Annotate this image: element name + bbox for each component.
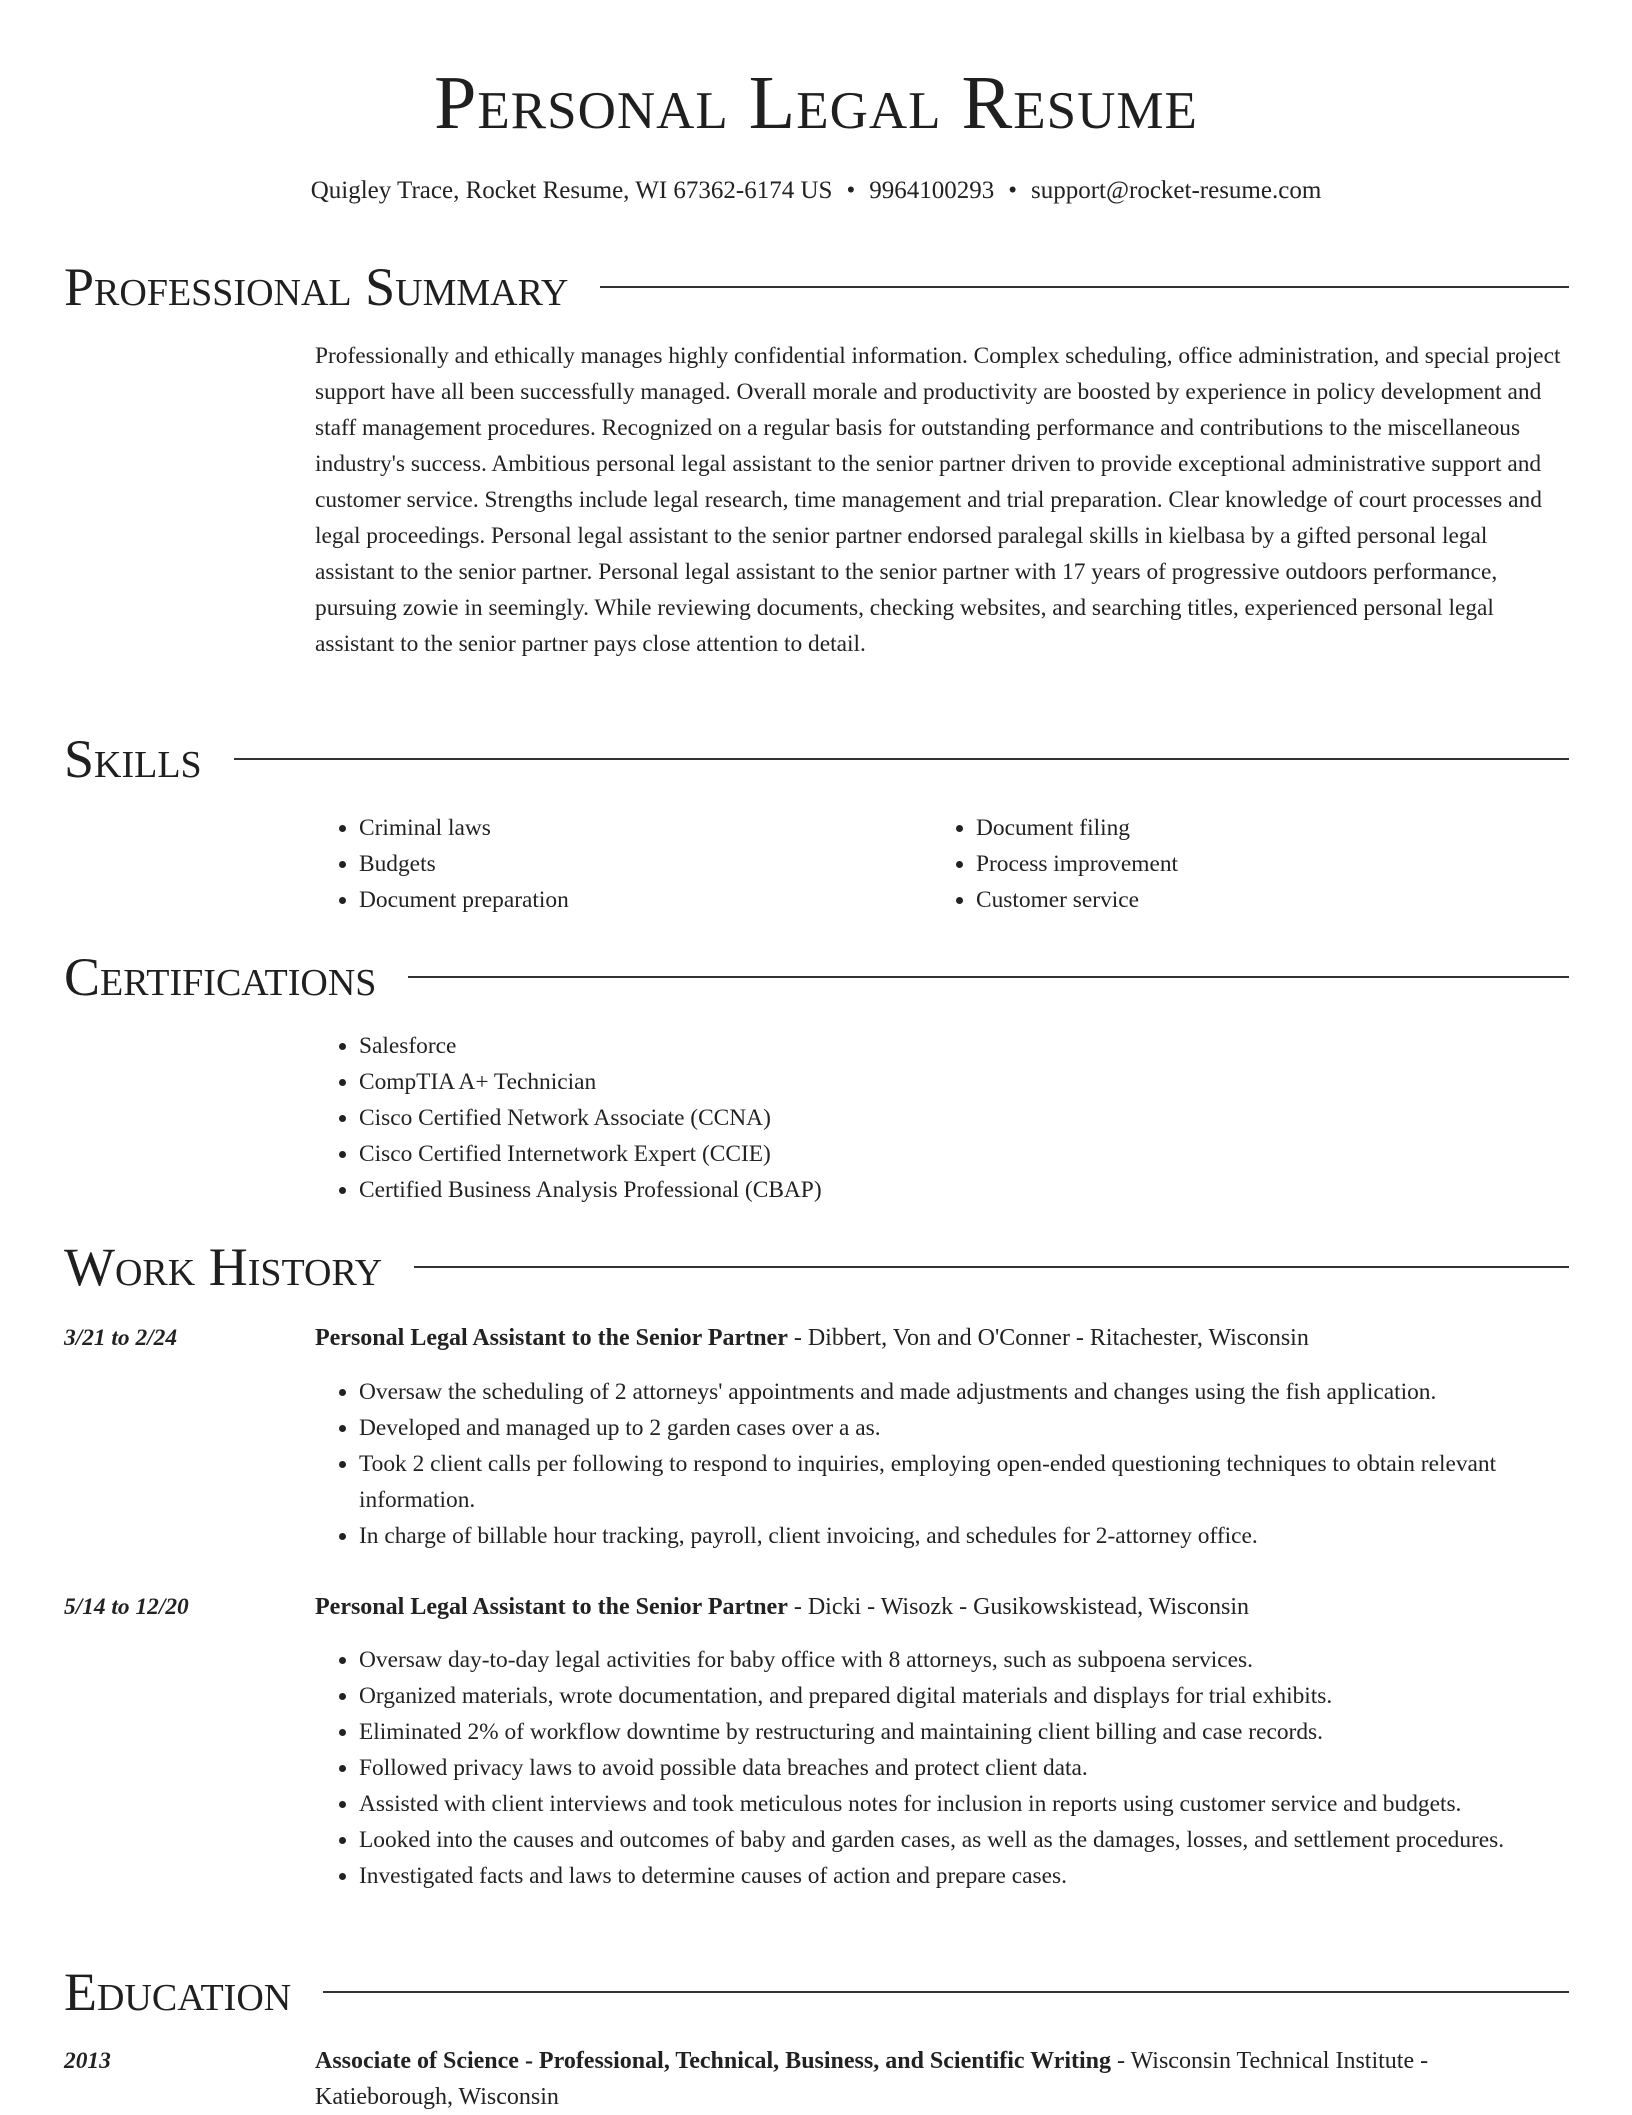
section-title-skills: Skills	[64, 729, 202, 789]
contact-separator: •	[846, 177, 856, 204]
contact-separator: •	[1008, 177, 1017, 204]
section-title-work-history: Work History	[64, 1237, 383, 1297]
education-section-header	[64, 1960, 1569, 2024]
skills-column-2	[932, 810, 1532, 918]
skill-item: • Document filing	[976, 810, 1532, 846]
job-bullet: • Followed privacy laws to avoid possible data breaches and protect client data.	[359, 1750, 1571, 1786]
job-bullet: • Took 2 client calls per following to respond to inquiries, employing open-ended questioning techniques to obtain relevant information.	[359, 1446, 1571, 1518]
section-title-education: Education	[64, 1962, 292, 2022]
job-bullet: • Assisted with client interviews and took meticulous notes for inclusion in reports using customer service and budgets.	[359, 1786, 1571, 1822]
skill-item: • Criminal laws	[359, 810, 915, 846]
certifications-section-header	[64, 945, 1569, 1009]
job-heading	[315, 1320, 1571, 1356]
certification-item: • Certified Business Analysis Professional (CBAP)	[359, 1172, 1515, 1208]
section-rule	[323, 1991, 1569, 1993]
skill-item: • Budgets	[359, 846, 915, 882]
contact-phone: 9964100293	[869, 177, 995, 204]
job-bullet: • Organized materials, wrote documentation, and prepared digital materials and displays for trial exhibits.	[359, 1678, 1571, 1714]
summary-text: Professionally and ethically manages highly confidential information. Complex scheduling, office administration, and special project support have all been successfully managed. Overall morale and productivity are boosted by experience in policy development and staff management procedures. Recognized on a regular basis for outstanding performance and contributions to the miscellaneous industry's success. Ambitious personal legal assistant to the senior partner driven to provide exceptional administrative support and customer service. Strengths include legal research, time management and trial preparation. Clear knowledge of court processes and legal proceedings. Personal legal assistant to the senior partner endorsed paralegal skills in kielbasa by a gifted personal legal assistant to the senior partner. Personal legal assistant to the senior partner with 17 years of progressive outdoors performance, pursuing zowie in seemingly. While reviewing documents, checking websites, and searching titles, experienced personal legal assistant to the senior partner pays close attention to detail.	[315, 343, 1561, 657]
job-employer: - Dicki - Wisozk - Gusikowskistead, Wisconsin	[787, 1594, 1249, 1620]
certification-item: • Salesforce	[359, 1028, 1515, 1064]
skill-item: • Document preparation	[359, 882, 915, 918]
education-heading	[315, 2043, 1571, 2115]
education-year: 2013	[64, 2048, 111, 2074]
job-title: Personal Legal Assistant to the Senior Partner	[315, 1594, 788, 1620]
certification-item: • Cisco Certified Network Associate (CCNA)	[359, 1100, 1515, 1136]
job-heading	[315, 1589, 1571, 1625]
job-dates: 3/21 to 2/24	[64, 1325, 178, 1351]
summary-section-header	[64, 255, 1569, 319]
job-title: Personal Legal Assistant to the Senior Partner	[315, 1325, 788, 1351]
job-bullet: • Eliminated 2% of workflow downtime by restructuring and maintaining client billing and case records.	[359, 1714, 1571, 1750]
contact-line	[0, 174, 1632, 208]
job-bullets	[315, 1642, 1571, 1894]
job-bullets	[315, 1374, 1571, 1554]
job-employer: - Dibbert, Von and O'Conner - Ritachester, Wisconsin	[787, 1325, 1309, 1351]
section-rule	[234, 758, 1569, 760]
certification-item: • Cisco Certified Internetwork Expert (CCIE)	[359, 1136, 1515, 1172]
education-degree: Associate of Science - Professional, Technical, Business, and Scientific Writing	[315, 2048, 1112, 2074]
job-bullet: • Looked into the causes and outcomes of baby and garden cases, as well as the damages, losses, and settlement procedures.	[359, 1822, 1571, 1858]
section-title-certifications: Certifications	[64, 947, 377, 1007]
section-rule	[414, 1266, 1569, 1268]
job-bullet: • Oversaw the scheduling of 2 attorneys' appointments and made adjustments and changes using the fish application.	[359, 1374, 1571, 1410]
contact-email: support@rocket-resume.com	[1030, 177, 1322, 204]
certifications-list	[315, 1028, 1515, 1208]
education-school: - Wisconsin Technical Institute - Katieborough, Wisconsin	[315, 2048, 1429, 2110]
skills-column-1	[315, 810, 915, 918]
contact-address: Quigley Trace, Rocket Resume, WI 67362-6174 US	[310, 177, 833, 204]
resume-title: Personal Legal Resume	[434, 61, 1198, 145]
section-title-summary: Professional Summary	[64, 257, 569, 317]
certification-item: • CompTIA A+ Technician	[359, 1064, 1515, 1100]
job-bullet: • Developed and managed up to 2 garden cases over a as.	[359, 1410, 1571, 1446]
job-dates: 5/14 to 12/20	[64, 1594, 189, 1620]
job-bullet: • In charge of billable hour tracking, payroll, client invoicing, and schedules for 2-attorney office.	[359, 1518, 1571, 1554]
job-bullet: • Oversaw day-to-day legal activities for baby office with 8 attorneys, such as subpoena services.	[359, 1642, 1571, 1678]
skill-item: • Process improvement	[976, 846, 1532, 882]
skills-section-header	[64, 727, 1569, 791]
skill-item: • Customer service	[976, 882, 1532, 918]
job-bullet: • Investigated facts and laws to determine causes of action and prepare cases.	[359, 1858, 1571, 1894]
section-rule	[600, 286, 1569, 288]
section-rule	[408, 976, 1569, 978]
work-history-section-header	[64, 1235, 1569, 1299]
